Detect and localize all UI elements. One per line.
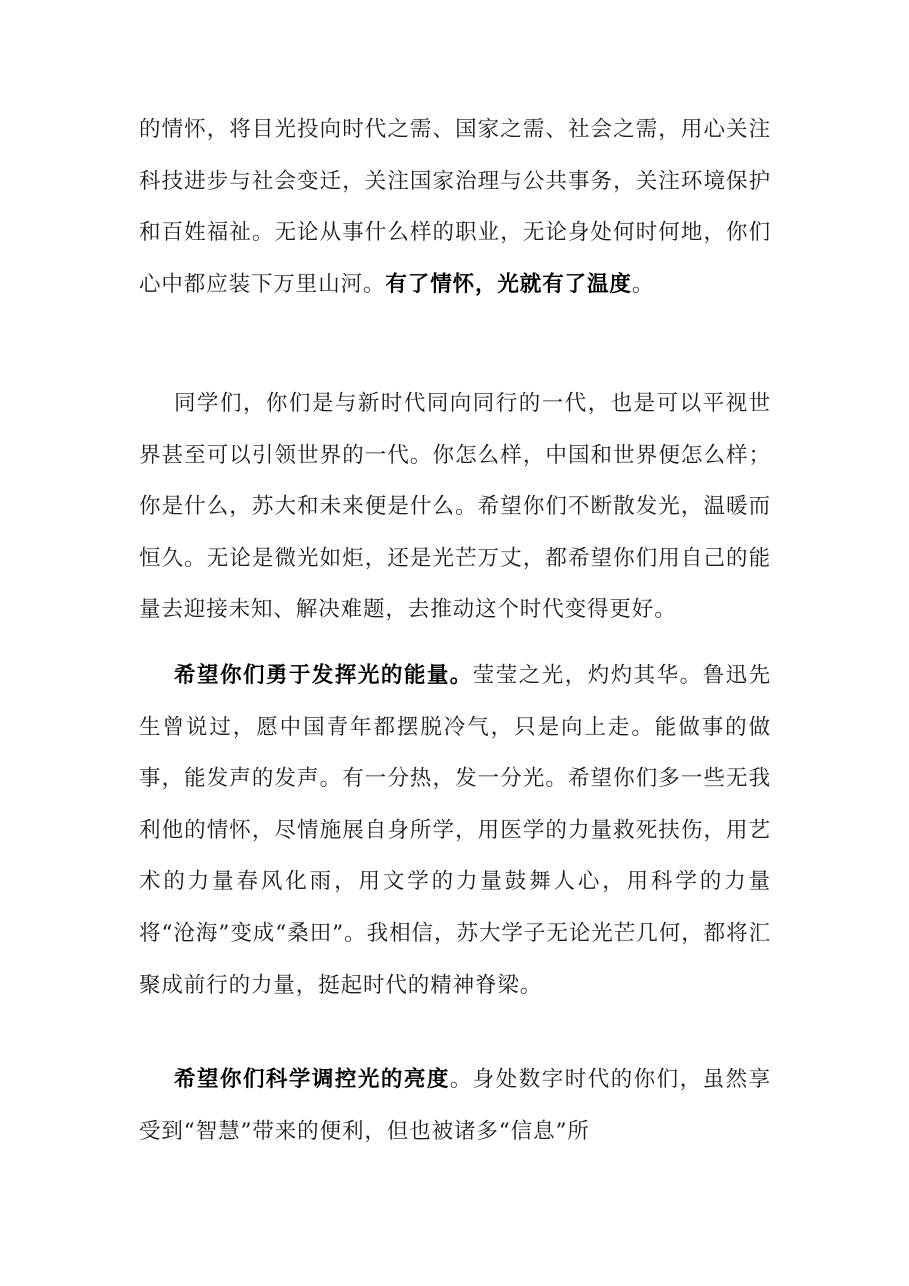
section-heading-brightness: 希望你们科学调控光的亮度 [174,1067,450,1092]
paragraph-text: 的情怀，将目光投向时代之需、国家之需、社会之需，用心关注科技进步与社会变迁，关注国家治理与公共事务，关注环境保护和百姓福祉。无论从事什么样的职业，无论身处何时何地，你们心中都应装下万里山河。 [139,117,771,297]
bold-sentence: 有了情怀，光就有了温度 [385,271,632,297]
paragraph-light-energy [139,650,771,1011]
section-heading-energy: 希望你们勇于发挥光的能量。 [174,663,473,688]
paragraph-emotion [139,104,771,310]
paragraph-tail: 。 [631,271,655,297]
paragraph-text: 同学们，你们是与新时代同向同行的一代，也是可以平视世界甚至可以引领世界的一代。你怎么样，中国和世界便怎么样；你是什么，苏大和未来便是什么。希望你们不断散发光，温暖而恒久。无论是微光如炬，还是光芒万丈，都希望你们用自己的能量去迎接未知、解决难题，去推动这个时代变得更好。 [139,391,771,623]
paragraph-light-brightness [139,1054,771,1157]
paragraph-text: 莹莹之光，灼灼其华。鲁迅先生曾说过，愿中国青年都摆脱冷气，只是向上走。能做事的做事，能发声的发声。有一分热，发一分光。希望你们多一些无我利他的情怀，尽情施展自身所学，用医学的力量救死扶伤，用艺术的力量春风化雨，用文学的力量鼓舞人心，用科学的力量将“沧海”变成“桑田”。我相信，苏大学子无论光芒几何，都将汇聚成前行的力量，挺起时代的精神脊梁。 [139,663,772,998]
paragraph-classmates [139,378,771,636]
paragraph-text: 。身处数字时代的你们，虽然享受到“智慧”带来的便利，但也被诸多“信息”所 [139,1067,771,1144]
